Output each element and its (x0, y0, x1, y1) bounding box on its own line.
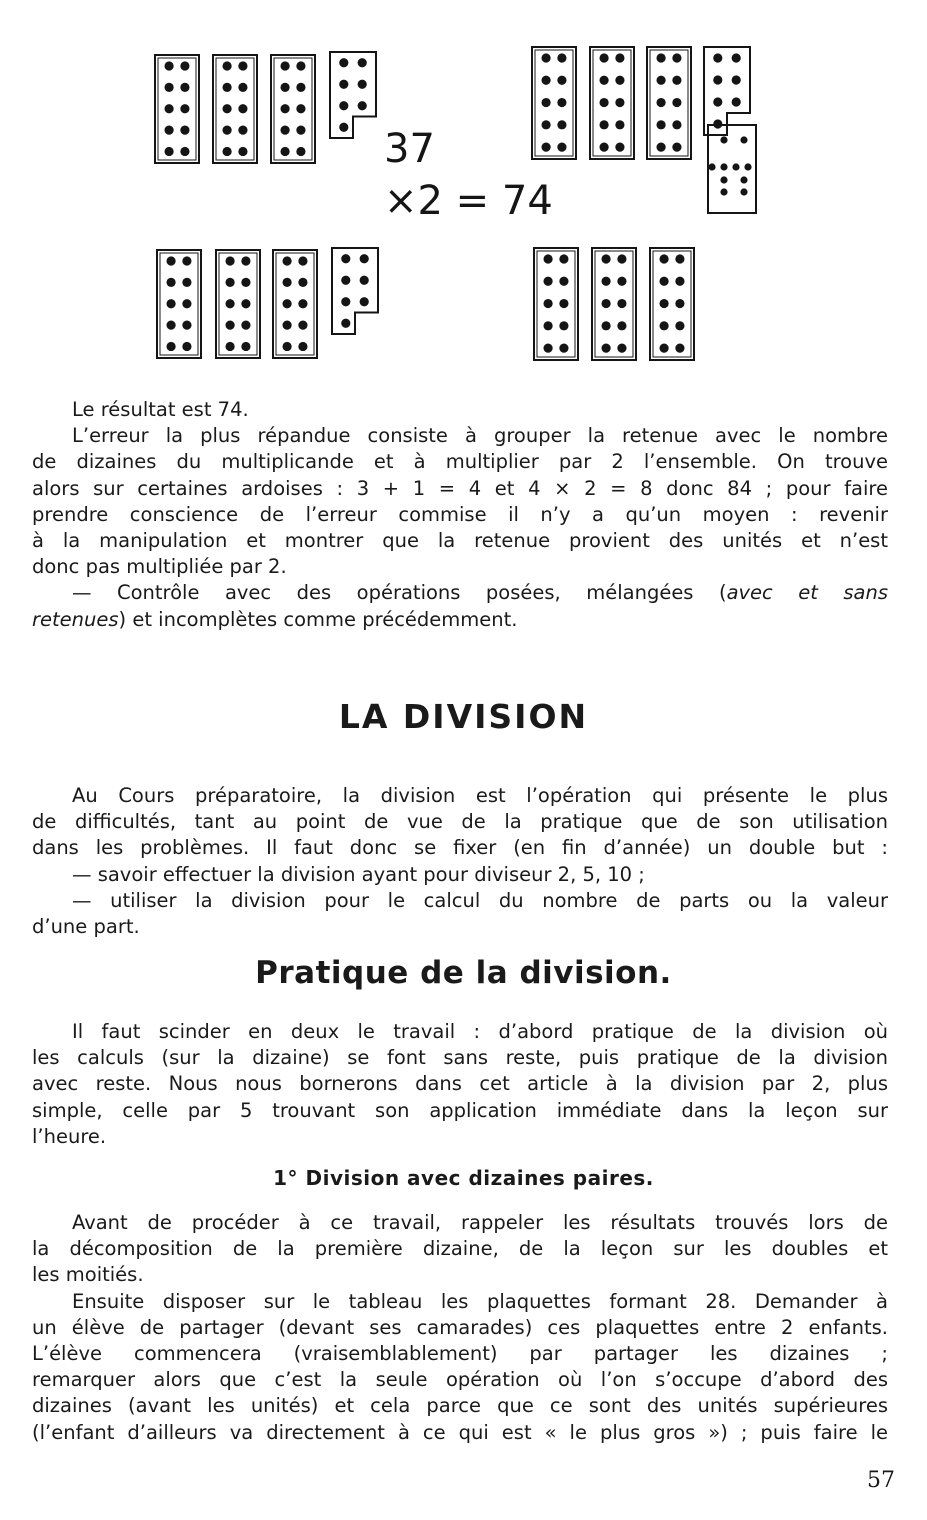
dot (557, 120, 566, 129)
dot (740, 188, 747, 195)
plaquettes-illustration (0, 0, 927, 390)
dot (543, 299, 552, 308)
dot (180, 61, 189, 70)
control-text: — Contrôle avec des opérations posées, mélangées ( (72, 581, 727, 605)
dot (282, 342, 291, 351)
dot (241, 342, 250, 351)
division-title: LA DIVISION (338, 697, 589, 736)
text-line: la décomposition de la première dizaine, de la leçon sur les doubles et (32, 1237, 888, 1261)
text-line: — savoir effectuer la division ayant pour diviseur 2, 5, 10 ; (72, 862, 645, 886)
dot (615, 76, 624, 85)
dot (599, 76, 608, 85)
dot (360, 297, 369, 306)
ten-plaquette (534, 248, 578, 360)
dot (615, 53, 624, 62)
text-line: (l’enfant d’ailleurs va directement à ce qui est « le plus gros ») ; puis faire le (32, 1420, 888, 1444)
dot (296, 147, 305, 156)
control-italic-2: retenues (32, 607, 119, 631)
text-line: Au Cours préparatoire, la division est l’opération qui présente le plus (72, 784, 888, 807)
dot (298, 299, 307, 308)
text-line: dizaines (avant les unités) et cela parce que ce sont des unités supérieures (32, 1394, 888, 1418)
multiplicand-text: 37 (384, 126, 435, 172)
dot (241, 256, 250, 265)
control-italic: avec et sans (726, 581, 889, 605)
dot (222, 104, 231, 113)
dot (656, 98, 665, 107)
dot (659, 254, 668, 263)
dot (601, 254, 610, 263)
dot (339, 58, 348, 67)
dot (238, 125, 247, 134)
text-line: l’heure. (32, 1124, 107, 1148)
dot (720, 176, 727, 183)
dot (341, 276, 350, 285)
dot (617, 343, 626, 352)
dot (238, 104, 247, 113)
ten-plaquette-inner (537, 251, 575, 357)
text-line: de difficultés, tant au point de vue de la pratique que de son utilisation (32, 810, 888, 834)
dot (675, 299, 684, 308)
dot (238, 83, 247, 92)
dot (241, 299, 250, 308)
dot (720, 188, 727, 195)
dot (280, 61, 289, 70)
ten-plaquette (650, 248, 694, 360)
dot (541, 120, 550, 129)
dot (182, 342, 191, 351)
dot (740, 176, 747, 183)
ten-plaquette-inner (274, 58, 312, 160)
dot (541, 53, 550, 62)
dot (659, 321, 668, 330)
ten-plaquette-inner (160, 253, 198, 355)
dizaines-subtitle: 1° Division avec dizaines paires. (273, 1166, 654, 1190)
text-line: prendre conscience de l’erreur commise il n’y a qu’un moyen : revenir (32, 502, 888, 526)
dot (559, 277, 568, 286)
dot (675, 277, 684, 286)
dot (358, 58, 367, 67)
dot (543, 343, 552, 352)
dot (298, 342, 307, 351)
dot (222, 147, 231, 156)
dot (225, 320, 234, 329)
dot (713, 97, 722, 106)
dot (180, 125, 189, 134)
ten-plaquette-inner (653, 251, 691, 357)
ten-plaquette (155, 55, 199, 163)
dot (541, 98, 550, 107)
result-paragraph (32, 397, 888, 633)
dot (339, 80, 348, 89)
dot (675, 321, 684, 330)
dot (656, 142, 665, 151)
dot (225, 256, 234, 265)
control-line-2 (32, 607, 888, 633)
dot (298, 320, 307, 329)
dot (744, 163, 751, 170)
dot (360, 276, 369, 285)
dot (358, 80, 367, 89)
dot (164, 125, 173, 134)
ten-plaquette (590, 47, 634, 159)
dot (241, 320, 250, 329)
dot (282, 299, 291, 308)
text-line: Ensuite disposer sur le tableau les plaquettes formant 28. Demander à (72, 1289, 888, 1313)
text-line: simple, celle par 5 trouvant son application immédiate dans la leçon sur (32, 1098, 888, 1122)
intro-paragraph (32, 783, 888, 940)
dot (541, 76, 550, 85)
dot (225, 299, 234, 308)
dot (557, 98, 566, 107)
ten-plaquette (592, 248, 636, 360)
ten-plaquette-inner (276, 253, 314, 355)
control-line (32, 580, 888, 606)
dot (180, 83, 189, 92)
dot (164, 104, 173, 113)
text-line: d’une part. (32, 915, 140, 939)
dot (557, 53, 566, 62)
dot (615, 98, 624, 107)
dot (541, 142, 550, 151)
dot (282, 256, 291, 265)
dot (675, 254, 684, 263)
dot (659, 343, 668, 352)
dot (617, 277, 626, 286)
dot (282, 320, 291, 329)
text-line: — utiliser la division pour le calcul du nombre de parts ou la valeur (72, 888, 888, 912)
dot (341, 254, 350, 263)
dot (298, 278, 307, 287)
text-line: donc pas multipliée par 2. (32, 555, 287, 579)
ten-plaquette (157, 250, 201, 358)
dot (672, 76, 681, 85)
ten-plaquette-inner (593, 50, 631, 156)
dot (672, 120, 681, 129)
text-line: les moitiés. (32, 1263, 144, 1287)
dot (238, 61, 247, 70)
units-plaquette (330, 52, 376, 138)
dot (358, 101, 367, 110)
dot (280, 147, 289, 156)
text-line: Avant de procéder à ce travail, rappeler les résultats trouvés lors de (72, 1211, 888, 1234)
dot (559, 254, 568, 263)
control-text-2: ) et incomplètes comme précédemment. (118, 607, 518, 631)
dot (166, 342, 175, 351)
dot (298, 256, 307, 265)
dot (672, 98, 681, 107)
dot (543, 254, 552, 263)
dot (222, 61, 231, 70)
dot (339, 123, 348, 132)
text-line: Le résultat est 74. (72, 398, 249, 421)
text-line: un élève de partager (devant ses camarades) ces plaquettes entre 2 enfants. (32, 1315, 888, 1339)
dot (238, 147, 247, 156)
dizaines-paragraph (32, 1210, 888, 1446)
dot (617, 254, 626, 263)
text-line: à la manipulation et montrer que la retenue provient des unités et n’est (32, 529, 888, 553)
dot (601, 321, 610, 330)
dot (543, 321, 552, 330)
dot (656, 53, 665, 62)
dot (339, 101, 348, 110)
page-number: 57 (867, 1468, 895, 1493)
dot (656, 76, 665, 85)
text-line: remarquer alors que c’est la seule opération où l’on s’occupe d’abord des (32, 1368, 888, 1392)
dot (280, 104, 289, 113)
ten-plaquette-inner (595, 251, 633, 357)
text-line: Il faut scinder en deux le travail : d’abord pratique de la division où (72, 1020, 888, 1043)
dot (241, 278, 250, 287)
dot (166, 278, 175, 287)
dot (166, 299, 175, 308)
dot (166, 256, 175, 265)
dot (341, 319, 350, 328)
text-line: dans les problèmes. Il faut donc se fixer (en fin d’année) un double but : (32, 836, 888, 860)
ten-plaquette-inner (650, 50, 688, 156)
pratique-title: Pratique de la division. (255, 955, 672, 991)
multiplication-text: ×2 = 74 (384, 178, 553, 224)
ten-plaquette (647, 47, 691, 159)
dot (282, 278, 291, 287)
dot (164, 61, 173, 70)
dot (182, 299, 191, 308)
dot (543, 277, 552, 286)
dot (182, 320, 191, 329)
ten-plaquette (271, 55, 315, 163)
plaquettes-drawing (0, 0, 927, 390)
text-line: de dizaines du multiplicande et à multiplier par 2 l’ensemble. On trouve (32, 450, 888, 474)
dot (599, 98, 608, 107)
dot (732, 75, 741, 84)
text-line: L’élève commencera (vraisemblablement) par partager les dizaines ; (32, 1342, 888, 1366)
dot (708, 163, 715, 170)
dot (182, 278, 191, 287)
dot (166, 320, 175, 329)
dot (713, 53, 722, 62)
dot (599, 120, 608, 129)
dot (280, 125, 289, 134)
dot (296, 125, 305, 134)
dot (599, 142, 608, 151)
dot (225, 278, 234, 287)
dot (656, 120, 665, 129)
dot (559, 299, 568, 308)
dot (720, 136, 727, 143)
dot (360, 254, 369, 263)
text-line: les calculs (sur la dizaine) se font sans reste, puis pratique de la division (32, 1046, 888, 1070)
ten-plaquette-inner (219, 253, 257, 355)
ten-plaquette-inner (535, 50, 573, 156)
dot (225, 342, 234, 351)
dot (720, 163, 727, 170)
ten-plaquette-inner (158, 58, 196, 160)
dot (559, 343, 568, 352)
ten-plaquette (273, 250, 317, 358)
dot (222, 83, 231, 92)
dot (601, 277, 610, 286)
dot (675, 343, 684, 352)
dot (601, 299, 610, 308)
text-line: alors sur certaines ardoises : 3 + 1 = 4 et 4 × 2 = 8 donc 84 ; pour faire (32, 476, 888, 500)
dot (280, 83, 289, 92)
dot (659, 299, 668, 308)
ten-plaquette (532, 47, 576, 159)
dot (341, 297, 350, 306)
dot (659, 277, 668, 286)
dot (182, 256, 191, 265)
dot (732, 163, 739, 170)
dot (732, 97, 741, 106)
text-line: avec reste. Nous nous bornerons dans cet article à la division par 2, plus (32, 1072, 888, 1096)
dot (615, 120, 624, 129)
dot (164, 83, 173, 92)
dot (713, 75, 722, 84)
dot (672, 142, 681, 151)
dot (615, 142, 624, 151)
dot (296, 83, 305, 92)
dot (296, 104, 305, 113)
dot (180, 104, 189, 113)
dot (601, 343, 610, 352)
dot (557, 142, 566, 151)
units-plaquette (332, 248, 378, 334)
dot (599, 53, 608, 62)
dot (296, 61, 305, 70)
dot (617, 299, 626, 308)
dot (672, 53, 681, 62)
dot (180, 147, 189, 156)
ten-plaquette-inner (216, 58, 254, 160)
units-plaquette (704, 47, 750, 135)
text-line: L’erreur la plus répandue consiste à grouper la retenue avec le nombre (72, 424, 888, 448)
ten-plaquette (213, 55, 257, 163)
dot (222, 125, 231, 134)
dot (617, 321, 626, 330)
dot (732, 53, 741, 62)
pratique-paragraph (32, 1019, 888, 1150)
dot (557, 76, 566, 85)
dot (559, 321, 568, 330)
dot (164, 147, 173, 156)
dot (740, 136, 747, 143)
ten-plaquette (216, 250, 260, 358)
